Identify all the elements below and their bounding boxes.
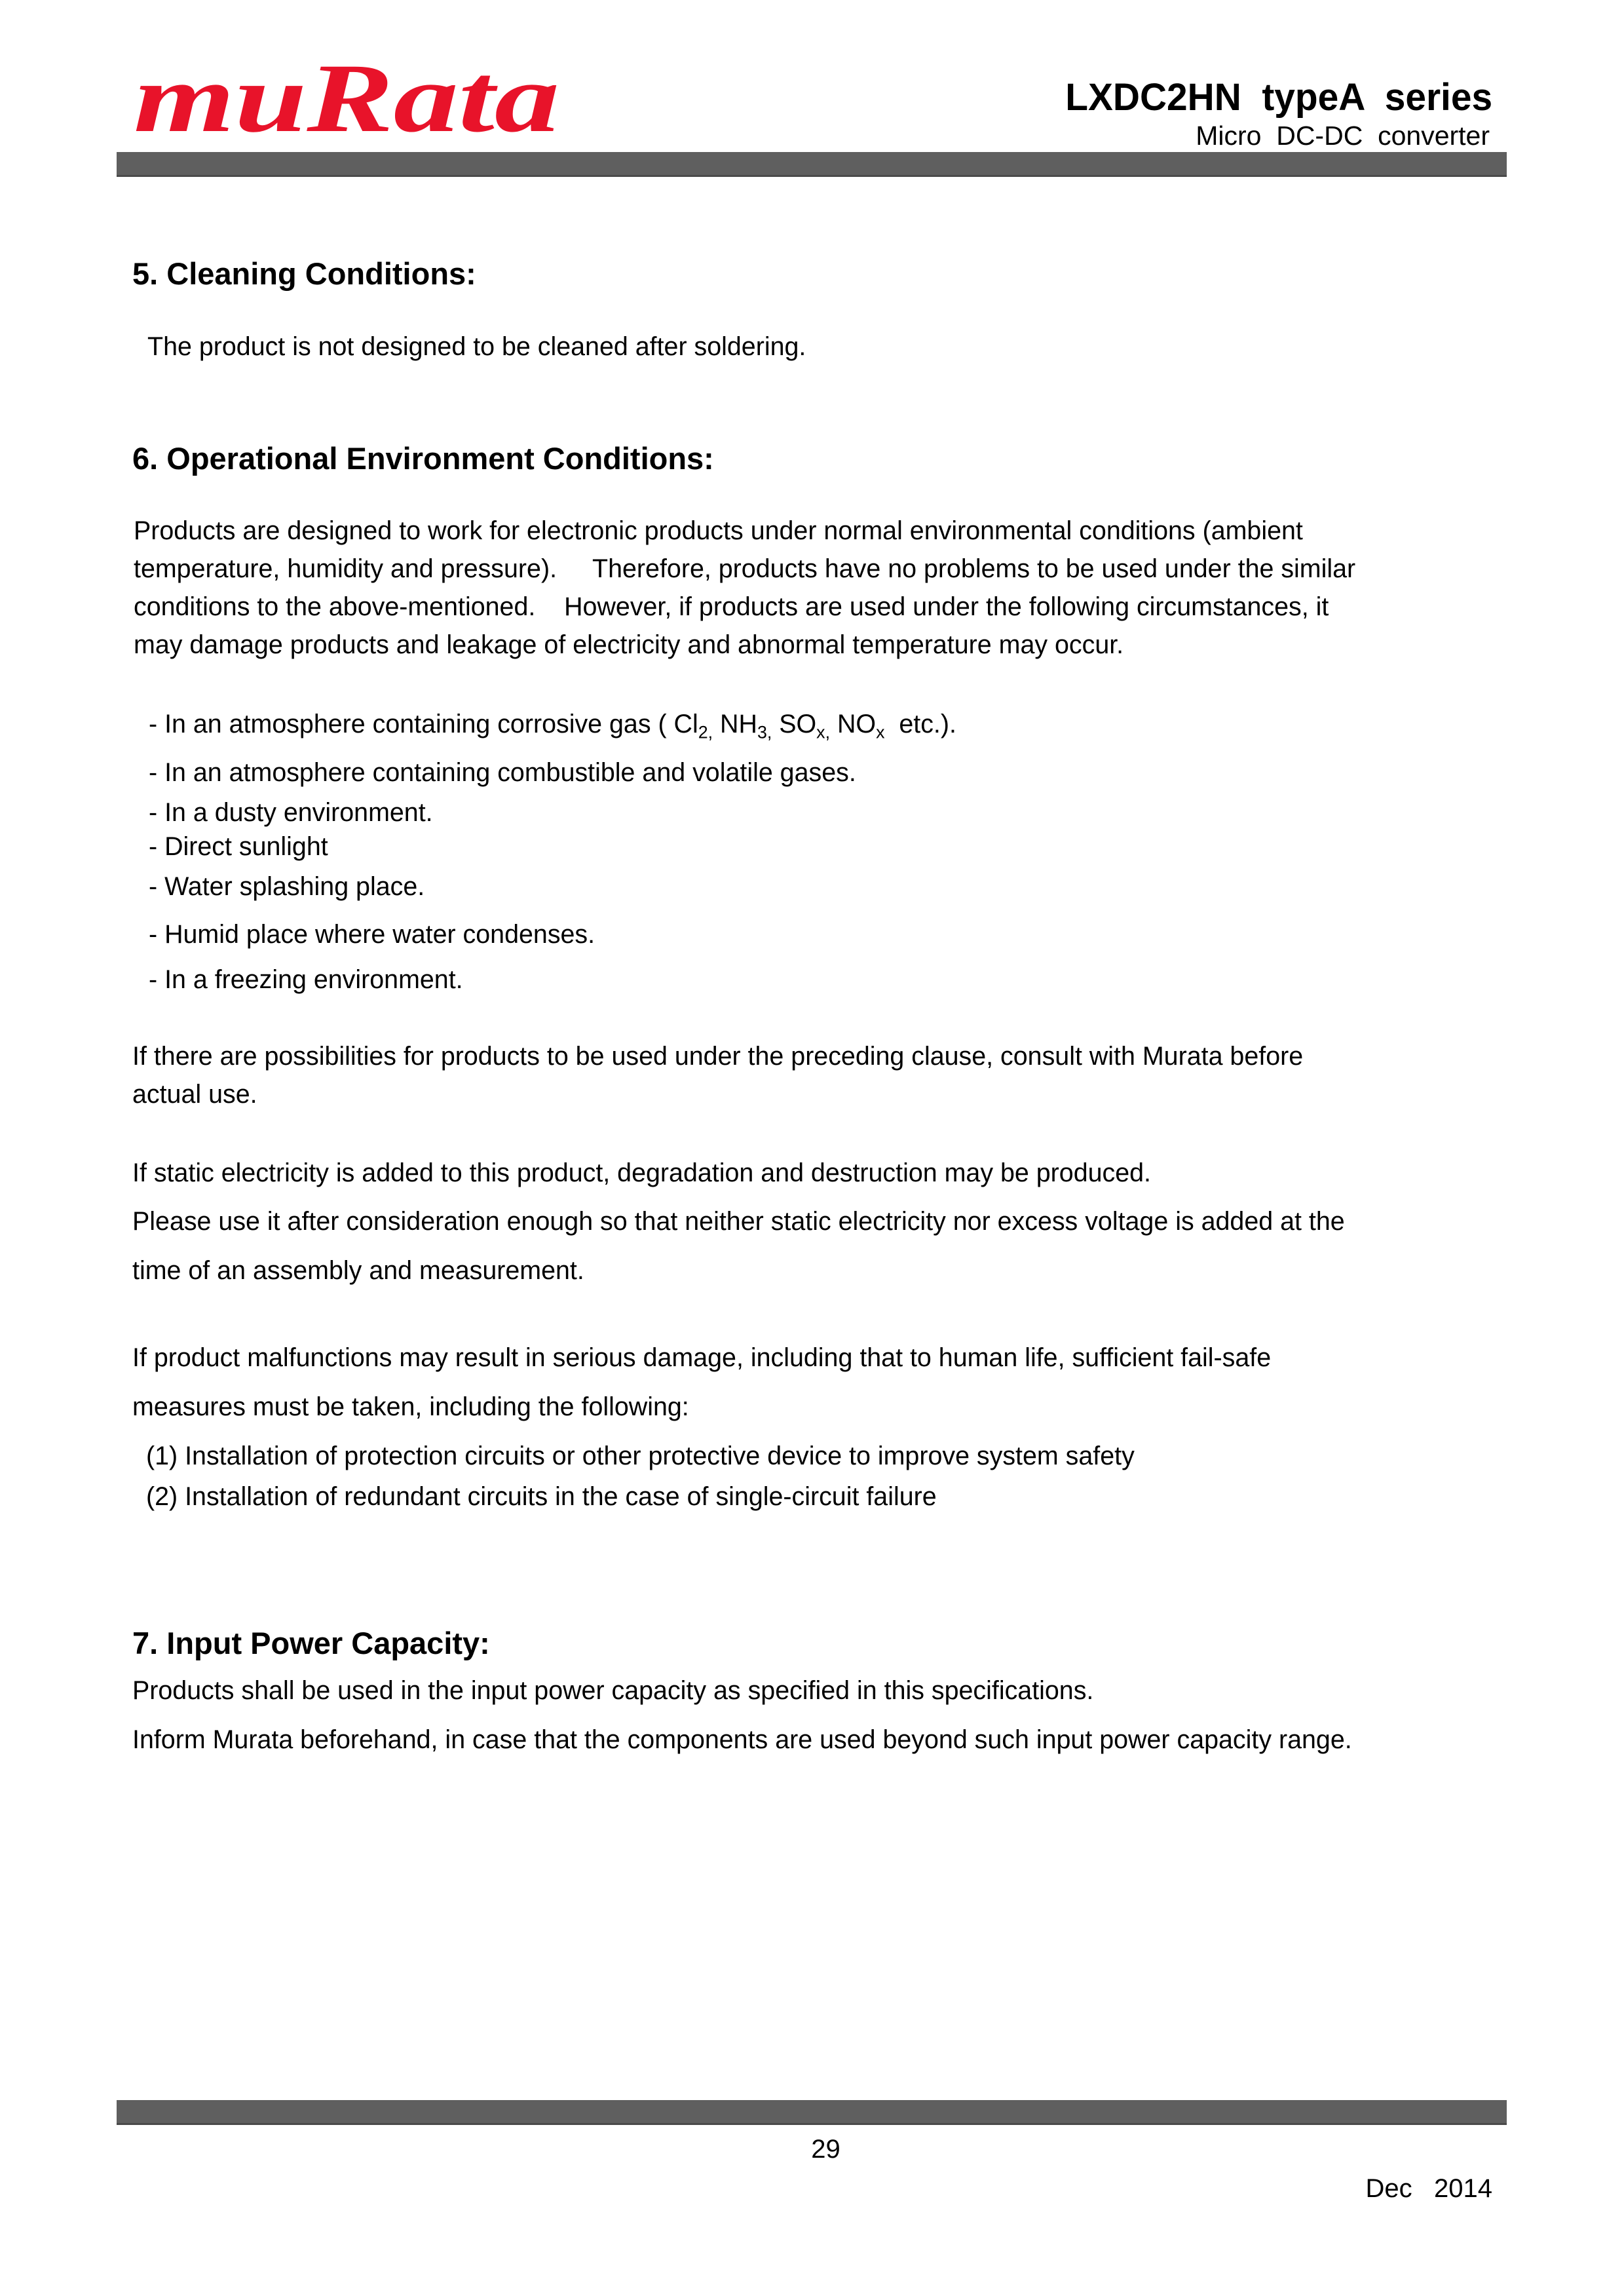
input-power-text-line: Products shall be used in the input power capacity as specified in this specifications. <box>132 1676 1094 1705</box>
condition-corrosive-prefix: - In an atmosphere containing corrosive gas ( <box>149 710 674 738</box>
failsafe-measure-item: (2) Installation of redundant circuits in the case of single-circuit failure <box>146 1482 937 1511</box>
environment-intro-line: temperature, humidity and pressure). Therefore, products have no problems to be used under the similar <box>134 554 1356 583</box>
gas-base: Cl <box>673 710 698 738</box>
logo-wordmark: muRata <box>134 44 559 141</box>
condition-item: - Humid place where water condenses. <box>149 920 595 949</box>
document-title: LXDC2HN typeA series <box>1065 76 1492 119</box>
gas-subscript: x, <box>816 721 831 742</box>
environment-intro-line: conditions to the above-mentioned. However, if products are used under the following circumstances, it <box>134 592 1329 621</box>
gas-base: NH <box>713 710 757 738</box>
failsafe-text-line: measures must be taken, including the following: <box>132 1392 689 1421</box>
gas-subscript: 2, <box>698 721 713 742</box>
consult-text-line: actual use. <box>132 1080 257 1109</box>
gas-base: NO <box>830 710 877 738</box>
murata-logo <box>131 26 563 141</box>
header-divider-bar <box>117 152 1507 177</box>
failsafe-text-line: If product malfunctions may result in serious damage, including that to human life, sufficient fail-safe <box>132 1343 1272 1372</box>
condition-corrosive-suffix: etc.). <box>884 710 956 738</box>
murata-logo-graphic <box>131 26 563 141</box>
page-number-text: 29 <box>811 2135 840 2164</box>
gas-formula-nox <box>830 710 885 742</box>
section-heading-environment: 6. Operational Environment Conditions: <box>132 441 714 476</box>
document-subtitle: Micro DC-DC converter <box>1196 121 1490 151</box>
environment-intro-line: may damage products and leakage of electricity and abnormal temperature may occur. <box>134 630 1124 659</box>
condition-item: - Water splashing place. <box>149 872 425 901</box>
cleaning-text: The product is not designed to be cleaned after soldering. <box>147 332 806 361</box>
input-power-text-line: Inform Murata beforehand, in case that the components are used beyond such input power capacity range. <box>132 1725 1352 1754</box>
condition-item: - Direct sunlight <box>149 832 328 861</box>
condition-item: - In an atmosphere containing combustible and volatile gases. <box>149 758 856 787</box>
static-text-line: If static electricity is added to this product, degradation and destruction may be produced. <box>132 1158 1151 1187</box>
consult-text-line: If there are possibilities for products to be used under the preceding clause, consult with Murata before <box>132 1042 1304 1071</box>
environment-intro-line: Products are designed to work for electronic products under normal environmental conditions (ambient <box>134 516 1303 545</box>
failsafe-measure-item: (1) Installation of protection circuits or other protective device to improve system safety <box>146 1442 1135 1470</box>
gas-base: SO <box>772 710 817 738</box>
page-number <box>0 2135 1624 2164</box>
section-heading-input-power: 7. Input Power Capacity: <box>132 1626 490 1660</box>
gas-formula-sox <box>772 710 831 742</box>
gas-subscript: 3, <box>757 721 772 742</box>
gas-formula-nh3 <box>713 710 772 742</box>
static-text-line: time of an assembly and measurement. <box>132 1256 584 1285</box>
section-heading-cleaning: 5. Cleaning Conditions: <box>132 256 476 291</box>
gas-subscript: x <box>876 721 885 742</box>
gas-formula-cl2 <box>673 710 713 742</box>
footer-divider-bar <box>117 2100 1507 2125</box>
document-date: Dec 2014 <box>1365 2174 1492 2203</box>
condition-item-corrosive-gas <box>149 710 956 742</box>
condition-item: - In a freezing environment. <box>149 965 463 994</box>
static-text-line: Please use it after consideration enough so that neither static electricity nor excess voltage is added at the <box>132 1207 1345 1236</box>
condition-item: - In a dusty environment. <box>149 798 433 827</box>
